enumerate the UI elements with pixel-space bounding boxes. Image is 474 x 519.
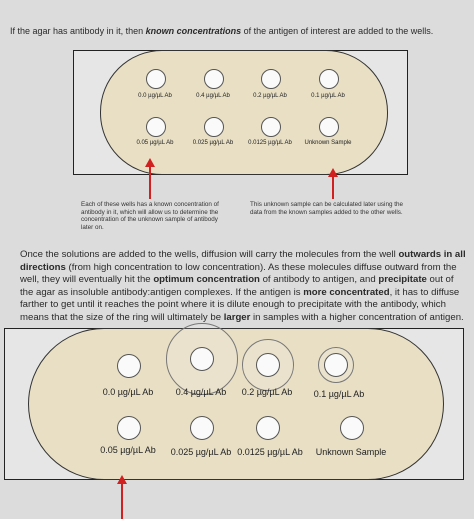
well-label: 0.05 µg/µL Ab: [100, 445, 156, 455]
diagram-1-frame: [73, 50, 408, 175]
well-2-3: [256, 353, 280, 377]
well-2-1: [117, 354, 141, 378]
well-label: 0.1 µg/µL Ab: [311, 93, 345, 99]
note-unknown-sample: This unknown sample can be calculated later using the data from the known samples added to the other wells.: [250, 201, 403, 216]
well-label: Unknown Sample: [315, 447, 387, 457]
well-label: Unknown Sample: [304, 140, 352, 146]
arrow-shaft: [121, 482, 123, 519]
well-label: 0.0125 µg/µL Ab: [237, 447, 303, 457]
well-label: 0.4 µg/µL Ab: [196, 93, 230, 99]
well-1-4: [319, 69, 339, 89]
intro-text: If the agar has antibody in it, then known concentrations of the antigen of interest are added to the wells.: [10, 26, 434, 36]
well-label: 0.1 µg/µL Ab: [313, 389, 365, 399]
well-label: 0.05 µg/µL Ab: [136, 140, 174, 146]
well-1-3: [261, 69, 281, 89]
well-1-7: [261, 117, 281, 137]
well-label: 0.025 µg/µL Ab: [192, 140, 234, 146]
note-known-wells: Each of these wells has a known concentration of antibody in it, which will allow us to determine the concentration of the unknown sample of antibody later on.: [81, 201, 219, 231]
well-label: 0.4 µg/µL Ab: [175, 387, 227, 397]
well-1-1: [146, 69, 166, 89]
well-2-4: [324, 353, 348, 377]
well-1-8: [319, 117, 339, 137]
well-2-6: [190, 416, 214, 440]
agar-plate-1: [100, 50, 388, 175]
well-2-5: [117, 416, 141, 440]
well-label: 0.2 µg/µL Ab: [253, 93, 287, 99]
well-2-8: [340, 416, 364, 440]
diffusion-paragraph: Once the solutions are added to the wells, diffusion will carry the molecules from the well outwards in all directions (from high concentration to low concentration). As these molecules diffuse outward from the well, they will eventually hit the optimum concentration of antibody to antigen, and precipitate out of the agar as insoluble antibody:antigen complexes. If the antigen is more concentrated, it has to diffuse farther to get until it reaches the point where it is dilute enough to precipitate with the antibody, which means that the size of the ring will ultimately be larger in samples with a higher concentration of antigen.: [20, 249, 466, 323]
arrow-shaft: [149, 165, 151, 199]
well-1-2: [204, 69, 224, 89]
diagram-2-frame: [4, 328, 464, 480]
well-2-2: [190, 347, 214, 371]
agar-plate-2: [28, 328, 444, 480]
well-label: 0.025 µg/µL Ab: [170, 447, 232, 457]
well-label: 0.2 µg/µL Ab: [241, 387, 293, 397]
well-2-7: [256, 416, 280, 440]
well-1-6: [204, 117, 224, 137]
well-label: 0.0125 µg/µL Ab: [248, 140, 292, 146]
well-1-5: [146, 117, 166, 137]
arrow-shaft: [332, 175, 334, 199]
well-label: 0.0 µg/µL Ab: [102, 387, 154, 397]
well-label: 0.0 µg/µL Ab: [138, 93, 172, 99]
